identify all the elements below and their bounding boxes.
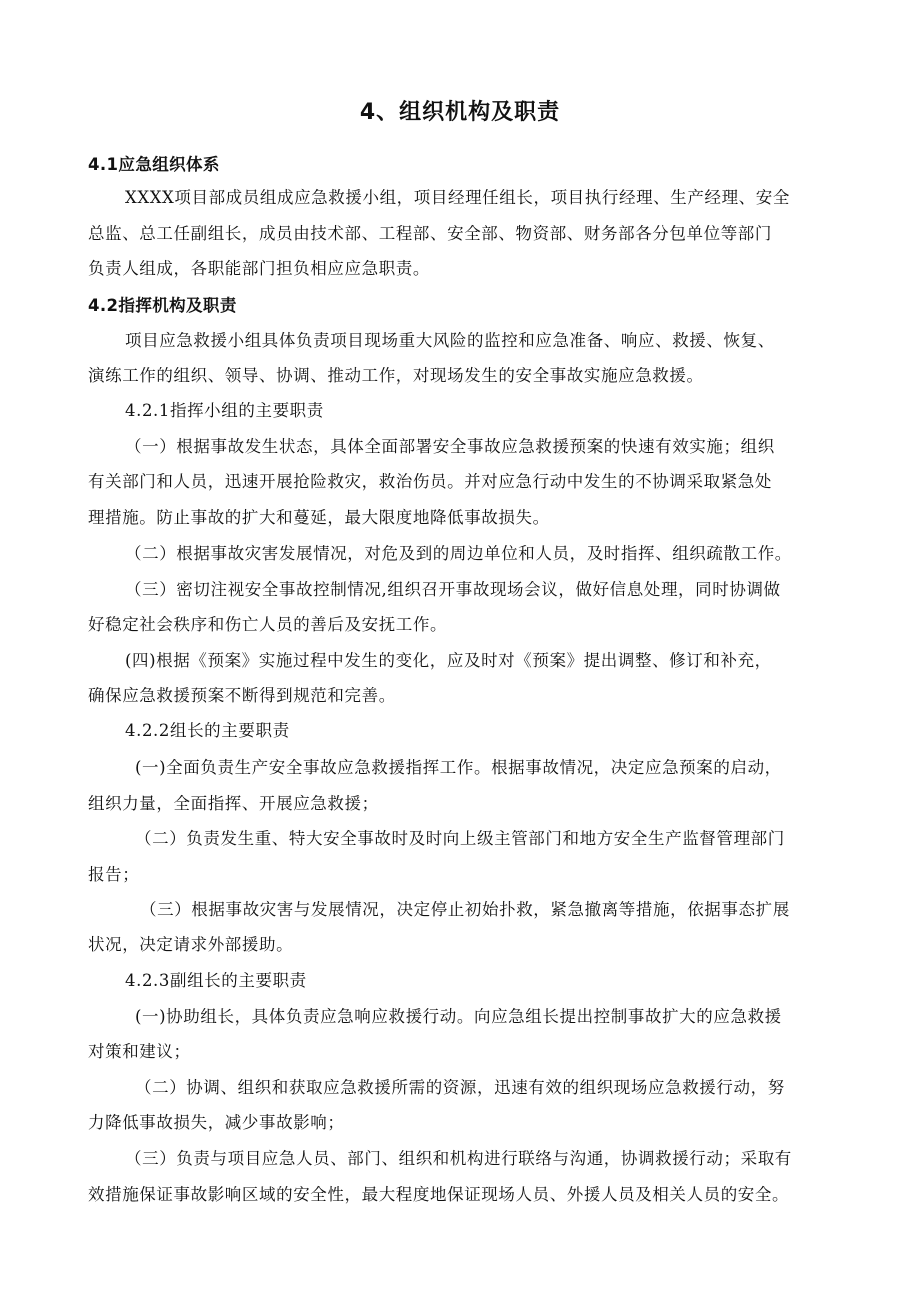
paragraph-line: (一)协助组长，具体负责应急响应救援行动。向应急组长提出控制事故扩大的应急救援 bbox=[135, 1007, 782, 1026]
subsection-heading-4-2-1: 4.2.1指挥小组的主要职责 bbox=[125, 401, 324, 420]
paragraph-line: （三）负责与项目应急人员、部门、组织和机构进行联络与沟通，协调救援行动；采取有 bbox=[125, 1149, 792, 1168]
paragraph-line: 效措施保证事故影响区域的安全性，最大程度地保证现场人员、外援人员及相关人员的安全。 bbox=[88, 1185, 790, 1204]
paragraph-line: 项目应急救援小组具体负责项目现场重大风险的监控和应急准备、响应、救援、恢复、 bbox=[125, 331, 775, 350]
paragraph-line: 演练工作的组织、领导、协调、推动工作，对现场发生的安全事故实施应急救援。 bbox=[88, 366, 704, 385]
subsection-heading-4-2-2: 4.2.2组长的主要职责 bbox=[125, 721, 290, 740]
paragraph-line: XXXX项目部成员组成应急救援小组，项目经理任组长，项目执行经理、生产经理、安全 bbox=[125, 188, 790, 207]
paragraph-line: 总监、总工任副组长，成员由技术部、工程部、安全部、物资部、财务部各分包单位等部门 bbox=[88, 224, 772, 243]
paragraph-line: 理措施。防止事故的扩大和蔓延，最大限度地降低事故损失。 bbox=[88, 508, 550, 527]
document-title: 4、组织机构及职责 bbox=[359, 100, 561, 125]
paragraph-line: 负责人组成，各职能部门担负相应应急职责。 bbox=[88, 259, 430, 278]
paragraph-line: 力降低事故损失，减少事故影响； bbox=[88, 1113, 345, 1132]
paragraph-line: 状况，决定请求外部援助。 bbox=[88, 935, 294, 954]
paragraph-line: 组织力量，全面指挥、开展应急救援； bbox=[88, 794, 379, 813]
paragraph-line: 确保应急救援预案不断得到规范和完善。 bbox=[88, 686, 396, 705]
paragraph-line: (四)根据《预案》实施过程中发生的变化，应及时对《预案》提出调整、修订和补充， bbox=[125, 651, 772, 670]
section-heading-4-2: 4.2指挥机构及职责 bbox=[88, 296, 237, 315]
paragraph-line: （三）根据事故灾害与发展情况，决定停止初始扑救，紧急撤离等措施，依据事态扩展 bbox=[140, 900, 790, 919]
paragraph-line: （二）根据事故灾害发展情况，对危及到的周边单位和人员，及时指挥、组织疏散工作。 bbox=[125, 544, 792, 563]
paragraph-line: （二）协调、组织和获取应急救援所需的资源，迅速有效的组织现场应急救援行动，努 bbox=[135, 1078, 785, 1097]
subsection-heading-4-2-3: 4.2.3副组长的主要职责 bbox=[125, 971, 307, 990]
paragraph-line: 有关部门和人员，迅速开展抢险救灾，救治伤员。并对应急行动中发生的不协调采取紧急处 bbox=[88, 472, 772, 491]
paragraph-line: （一）根据事故发生状态，具体全面部署安全事故应急救援预案的快速有效实施；组织 bbox=[125, 437, 775, 456]
paragraph-line: 报告； bbox=[88, 865, 140, 884]
section-heading-4-1: 4.1应急组织体系 bbox=[88, 155, 220, 174]
paragraph-line: (一)全面负责生产安全事故应急救援指挥工作。根据事故情况，决定应急预案的启动， bbox=[135, 758, 782, 777]
paragraph-line: 对策和建议； bbox=[88, 1042, 191, 1061]
paragraph-line: （二）负责发生重、特大安全事故时及时向上级主管部门和地方安全生产监督管理部门 bbox=[135, 829, 785, 848]
paragraph-line: 好稳定社会秩序和伤亡人员的善后及安抚工作。 bbox=[88, 615, 448, 634]
paragraph-line: （三）密切注视安全事故控制情况,组织召开事故现场会议，做好信息处理，同时协调做 bbox=[125, 580, 781, 599]
